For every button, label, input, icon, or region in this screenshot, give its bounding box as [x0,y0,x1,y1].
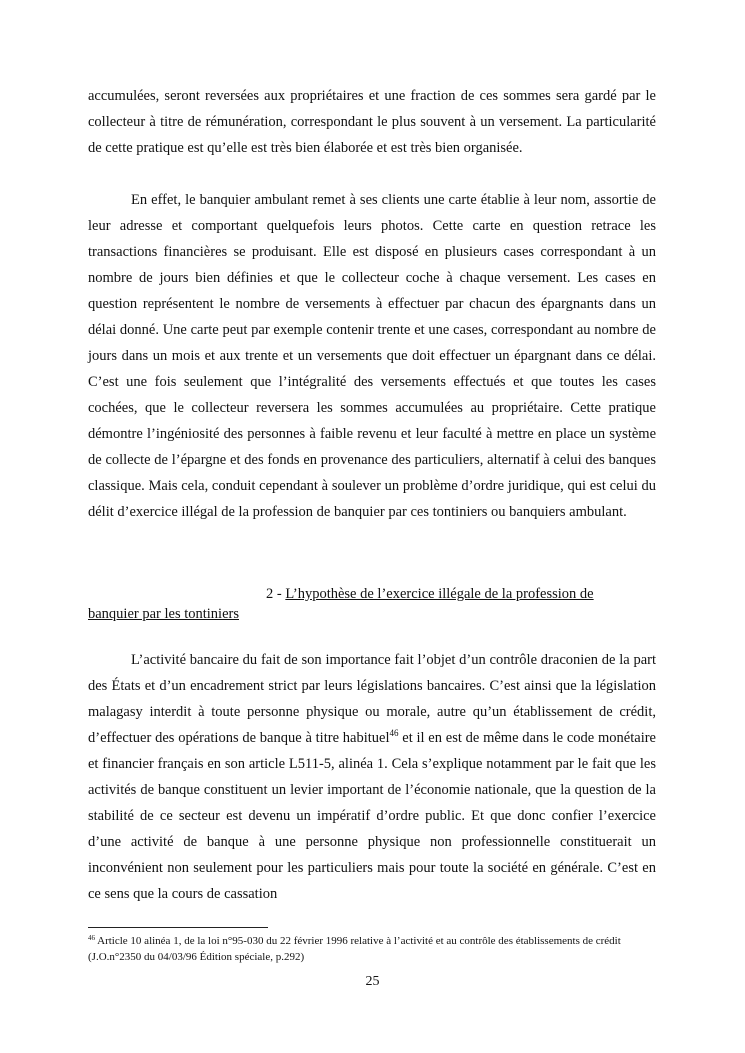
paragraph-3-text-a: L’activité bancaire du fait de son importance fait l’objet d’un contrôle draconien de la part des États et d’un encadrement strict par leurs législations bancaires. C’est ainsi que la législation malagasy interdit à toute personne physique ou morale, autre qu’un établissement de crédit, d’effectuer des opérations de banque à titre habituel [88,652,656,746]
footnote-text: Article 10 alinéa 1, de la loi n°95-030 du 22 février 1996 relative à l’activité et au contrôle des établissements de crédit (J.O.n°2350 du 04/03/96 Édition spéciale, p.292) [88,935,621,963]
footnote-number: 46 [88,934,95,942]
paragraph-1: accumulées, seront reversées aux propriétaires et une fraction de ces sommes sera gardé par le collecteur à titre de rémunération, correspondant le plus souvent à un versement. La particularité de cette pratique est qu’elle est très bien élaborée et est très bien organisée. [88,88,656,156]
heading-number: 2 - [266,586,286,602]
page-number: 25 [365,974,380,989]
footnote-separator [88,927,268,928]
heading-title-line2: banquier par les tontiniers [88,606,239,622]
heading-title-line1: L’hypothèse de l’exercice illégale de la profession de [285,586,594,602]
paragraph-3-text-b: et il en est de même dans le code monétaire et financier français en son article L511-5, alinéa 1. Cela s’explique notamment par le fait que les activités de banque constituent un levier important de l’économie nationale, que la question de la stabilité de ce secteur est devenu un impératif d’ordre public. Et que donc confier l’exercice d’une activité de banque à une personne physique non professionnelle constituerait un inconvénient non seulement pour les particuliers mais pour toute la société en générale. C’est en ce sens que la cours de cassation [88,730,656,902]
paragraph-2: En effet, le banquier ambulant remet à ses clients une carte établie à leur nom, assortie de leur adresse et comportant quelquefois leurs photos. Cette carte en question retrace les transactions financières se produisant. Elle est disposé en plusieurs cases correspondant à un nombre de jours bien définies et que le collecteur coche à chaque versement. Les cases en question représentent le nombre de versements à effectuer par chacun des épargnants dans un délai donné. Une carte peut par exemple contenir trente et une cases, correspondant au nombre de jours dans un mois et aux trente et un versements que doit effectuer un épargnant dans ce délai. C’est une fois seulement que l’intégralité des versements effectués et que toutes les cases cochées, que le collecteur reversera les sommes accumulées au propriétaire. Cette pratique démontre l’ingéniosité des personnes à faible revenu et leur faculté à mettre en place un système de collecte de l’épargne et des fonds en provenance des particuliers, alternatif à celui des banques classique. Mais cela, conduit cependant à soulever un problème d’ordre juridique, qui est celui du délit d’exercice illégal de la profession de banquier par ces tontiniers ou banquiers ambulant. [88,192,656,520]
footnote [88,933,656,965]
footnote-reference[interactable]: 46 [389,728,399,738]
section-heading [88,584,656,624]
paragraph-3 [88,647,656,907]
